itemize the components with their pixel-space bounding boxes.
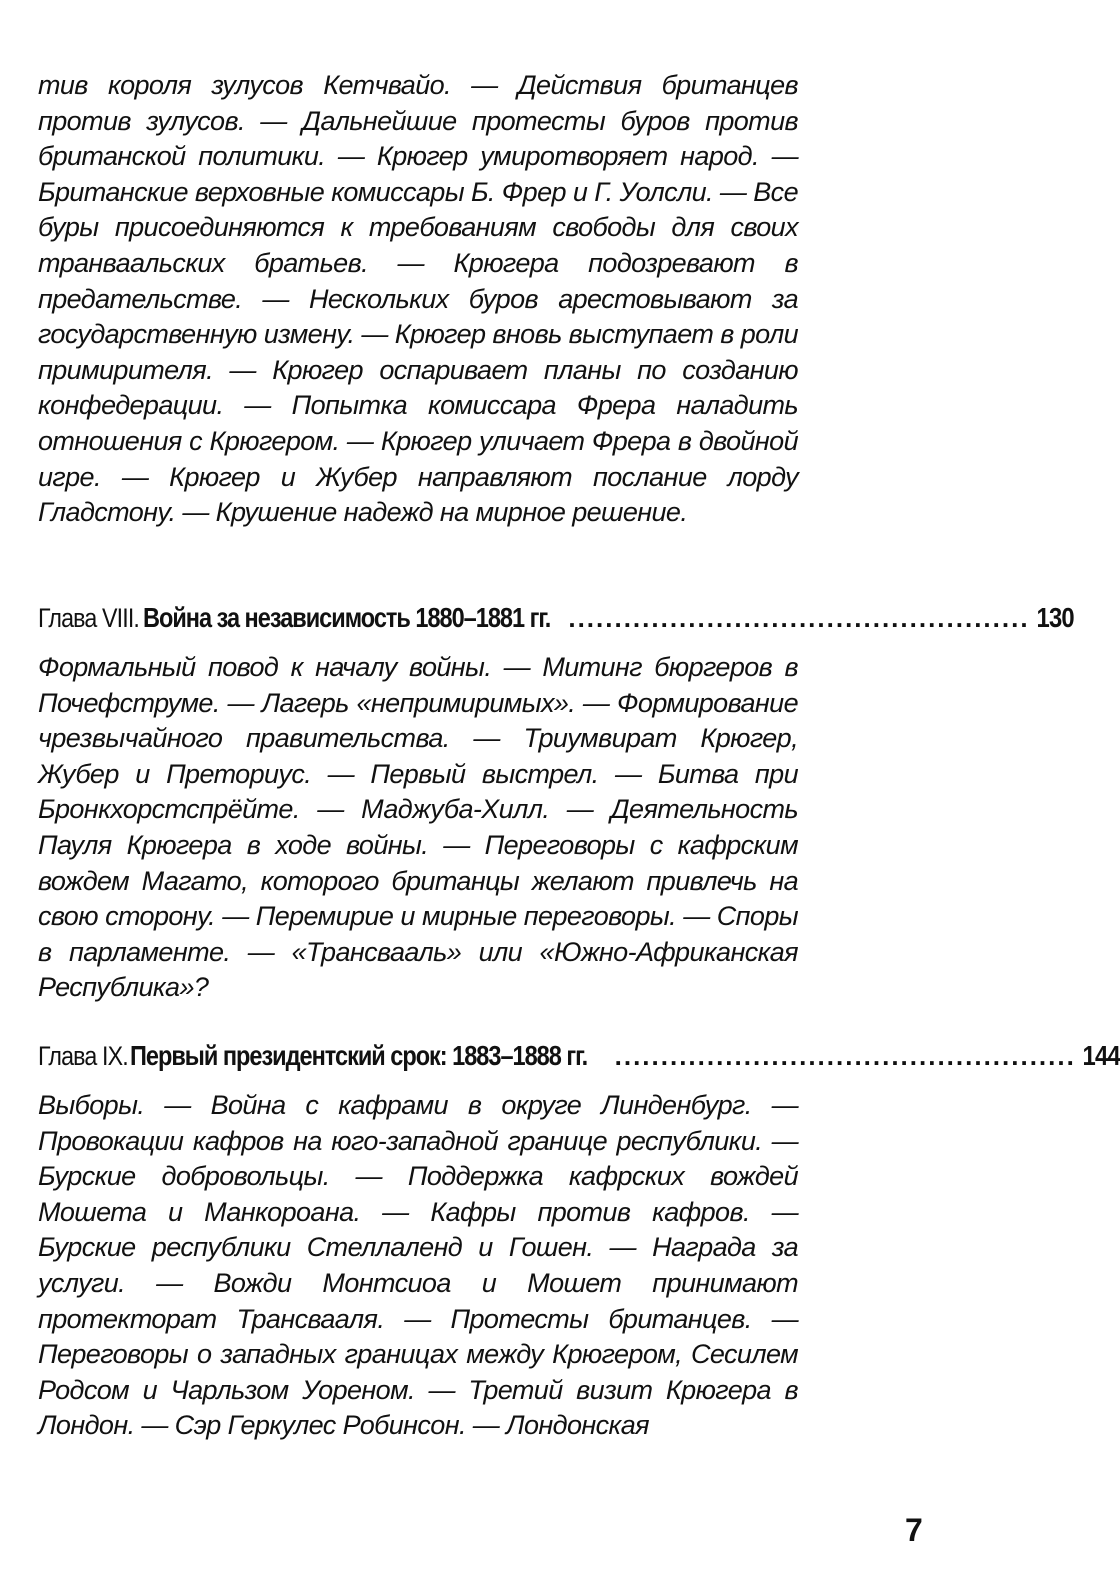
chapter-label: Глава IX. xyxy=(38,1041,128,1071)
chapter-label: Глава VIII. xyxy=(38,603,140,633)
chapter-title: Первый президентский срок: 1883–1888 гг. xyxy=(130,1040,588,1071)
chapter-summary: Выборы. — Война с кафрами в округе Линденбург. — Провокации кафров на юго-западной границе республики. — Бурские добровольцы. — Поддержка кафрских вождей Мошета и Манкороана. — Кафры против кафров. — Бурские республики Стеллаленд и Гошен. — Награда за услуги. — Вожди Монтсиоа и Мошет принимают протекторат Трансвааля. — Протесты британцев. — Переговоры о западных границах между Крюгером, Сесилем Родсом и Чарльзом Уореном. — Третий визит Крюгера в Лондон. — Сэр Геркулес Робинсон. — Лондонская xyxy=(38,1090,798,1441)
chapter-page-number: 130 xyxy=(1036,602,1074,633)
chapter-heading-viii[interactable] xyxy=(38,602,1074,634)
leader-dots: .................................................. xyxy=(568,603,1030,633)
leader-dots: .................................................. xyxy=(614,1041,1076,1071)
page-number: 7 xyxy=(905,1512,923,1548)
chapter-title: Война за независимость 1880–1881 гг. xyxy=(143,602,551,633)
chapter-summary: Формальный повод к началу войны. — Митинг бюргеров в Почефструме. — Лагерь «непримиримых». — Формирование чрезвычайного правительства. — Триумвират Крюгер, Жубер и Преториус. — Первый выстрел. — Битва при Бронкхорстспрёйте. — Маджуба-Хилл. — Деятельность Пауля Крюгера в ходе войны. — Переговоры с кафрским вождем Магато, которого британцы желают привлечь на свою сторону. — Перемирие и мирные переговоры. — Споры в парламенте. — «Трансвааль» или «Южно-Африканская Республика»? xyxy=(38,652,798,1003)
chapter-summary-continued: тив короля зулусов Кетчвайо. — Действия британцев против зулусов. — Дальнейшие протесты буров против британской политики. — Крюгер умиротворяет народ. — Британские верховные комиссары Б. Фрер и Г. Уолсли. — Все буры присоединяются к требованиям свободы для своих транваальских братьев. — Крюгера подозревают в предательстве. — Нескольких буров арестовывают за государственную измену. — Крюгер вновь выступает в роли примирителя. — Крюгер оспаривает планы по созданию конфедерации. — Попытка комиссара Фрера наладить отношения с Крюгером. — Крюгер уличает Фрера в двойной игре. — Крюгер и Жубер направляют послание лорду Гладстону. — Крушение надежд на мирное решение. xyxy=(38,70,798,528)
chapter-page-number: 144 xyxy=(1082,1040,1120,1071)
chapter-heading-ix[interactable] xyxy=(38,1040,1120,1072)
